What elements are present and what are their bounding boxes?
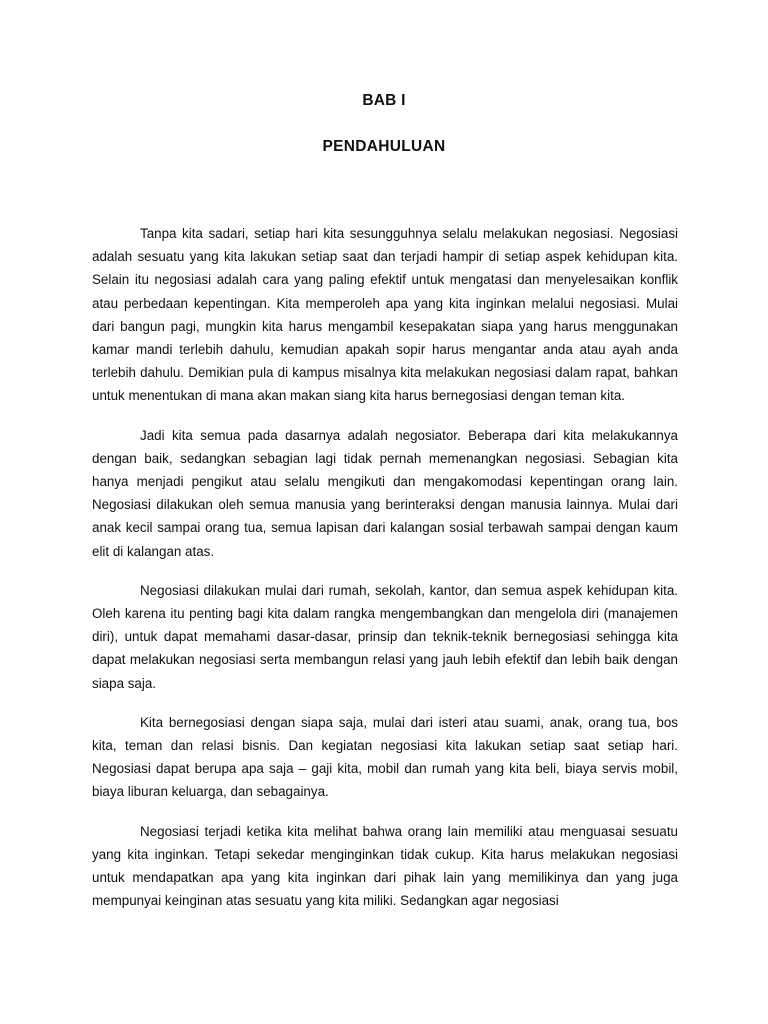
paragraph-1: Tanpa kita sadari, setiap hari kita sesungguhnya selalu melakukan negosiasi. Negosiasi adalah sesuatu yang kita lakukan setiap saat dan terjadi hampir di setiap aspek kehidupan kita. Selain itu negosiasi adalah cara yang paling efektif untuk mengatasi dan menyelesaikan konflik atau perbedaan kepentingan. Kita memperoleh apa yang kita inginkan melalui negosiasi. Mulai dari bangun pagi, mungkin kita harus mengambil kesepakatan siapa yang harus menggunakan kamar mandi terlebih dahulu, kemudian apakah sopir harus mengantar anda atau ayah anda terlebih dahulu. Demikian pula di kampus misalnya kita melakukan negosiasi dalam rapat, bahkan untuk menentukan di mana akan makan siang kita harus bernegosiasi dengan teman kita. [92,226,678,404]
paragraph-4: Kita bernegosiasi dengan siapa saja, mulai dari isteri atau suami, anak, orang tua, bos kita, teman dan relasi bisnis. Dan kegiatan negosiasi kita lakukan setiap saat setiap hari. Negosiasi dapat berupa apa saja – gaji kita, mobil dan rumah yang kita beli, biaya servis mobil, biaya liburan keluarga, dan sebagainya. [92,714,678,800]
paragraph-5: Negosiasi terjadi ketika kita melihat bahwa orang lain memiliki atau menguasai sesuatu yang kita inginkan. Tetapi sekedar menginginkan tidak cukup. Kita harus melakukan negosiasi untuk mendapatkan apa yang kita inginkan dari pihak lain yang memilikinya dan yang juga mempunyai keinginan atas sesuatu yang kita miliki. Sedangkan agar negosiasi [92,823,678,909]
body-text [92,222,678,928]
paragraph-3: Negosiasi dilakukan mulai dari rumah, sekolah, kantor, dan semua aspek kehidupan kita. Oleh karena itu penting bagi kita dalam rangka mengembangkan dan mengelola diri (manajemen diri), untuk dapat memahami dasar-dasar, prinsip dan teknik-teknik bernegosiasi sehingga kita dapat melakukan negosiasi serta membangun relasi yang jauh lebih efektif dan lebih baik dengan siapa saja. [92,582,678,691]
chapter-label: BAB I [362,92,406,109]
chapter-title: PENDAHULUAN [322,138,446,155]
paragraph-2: Jadi kita semua pada dasarnya adalah negosiator. Beberapa dari kita melakukannya dengan baik, sedangkan sebagian lagi tidak pernah memenangkan negosiasi. Sebagian kita hanya menjadi pengikut atau selalu mengikuti dan mengakomodasi kepentingan orang lain. Negosiasi dilakukan oleh semua manusia yang berinteraksi dengan manusia lainnya. Mulai dari anak kecil sampai orang tua, semua lapisan dari kalangan sosial terbawah sampai dengan kaum elit di kalangan atas. [92,427,678,559]
